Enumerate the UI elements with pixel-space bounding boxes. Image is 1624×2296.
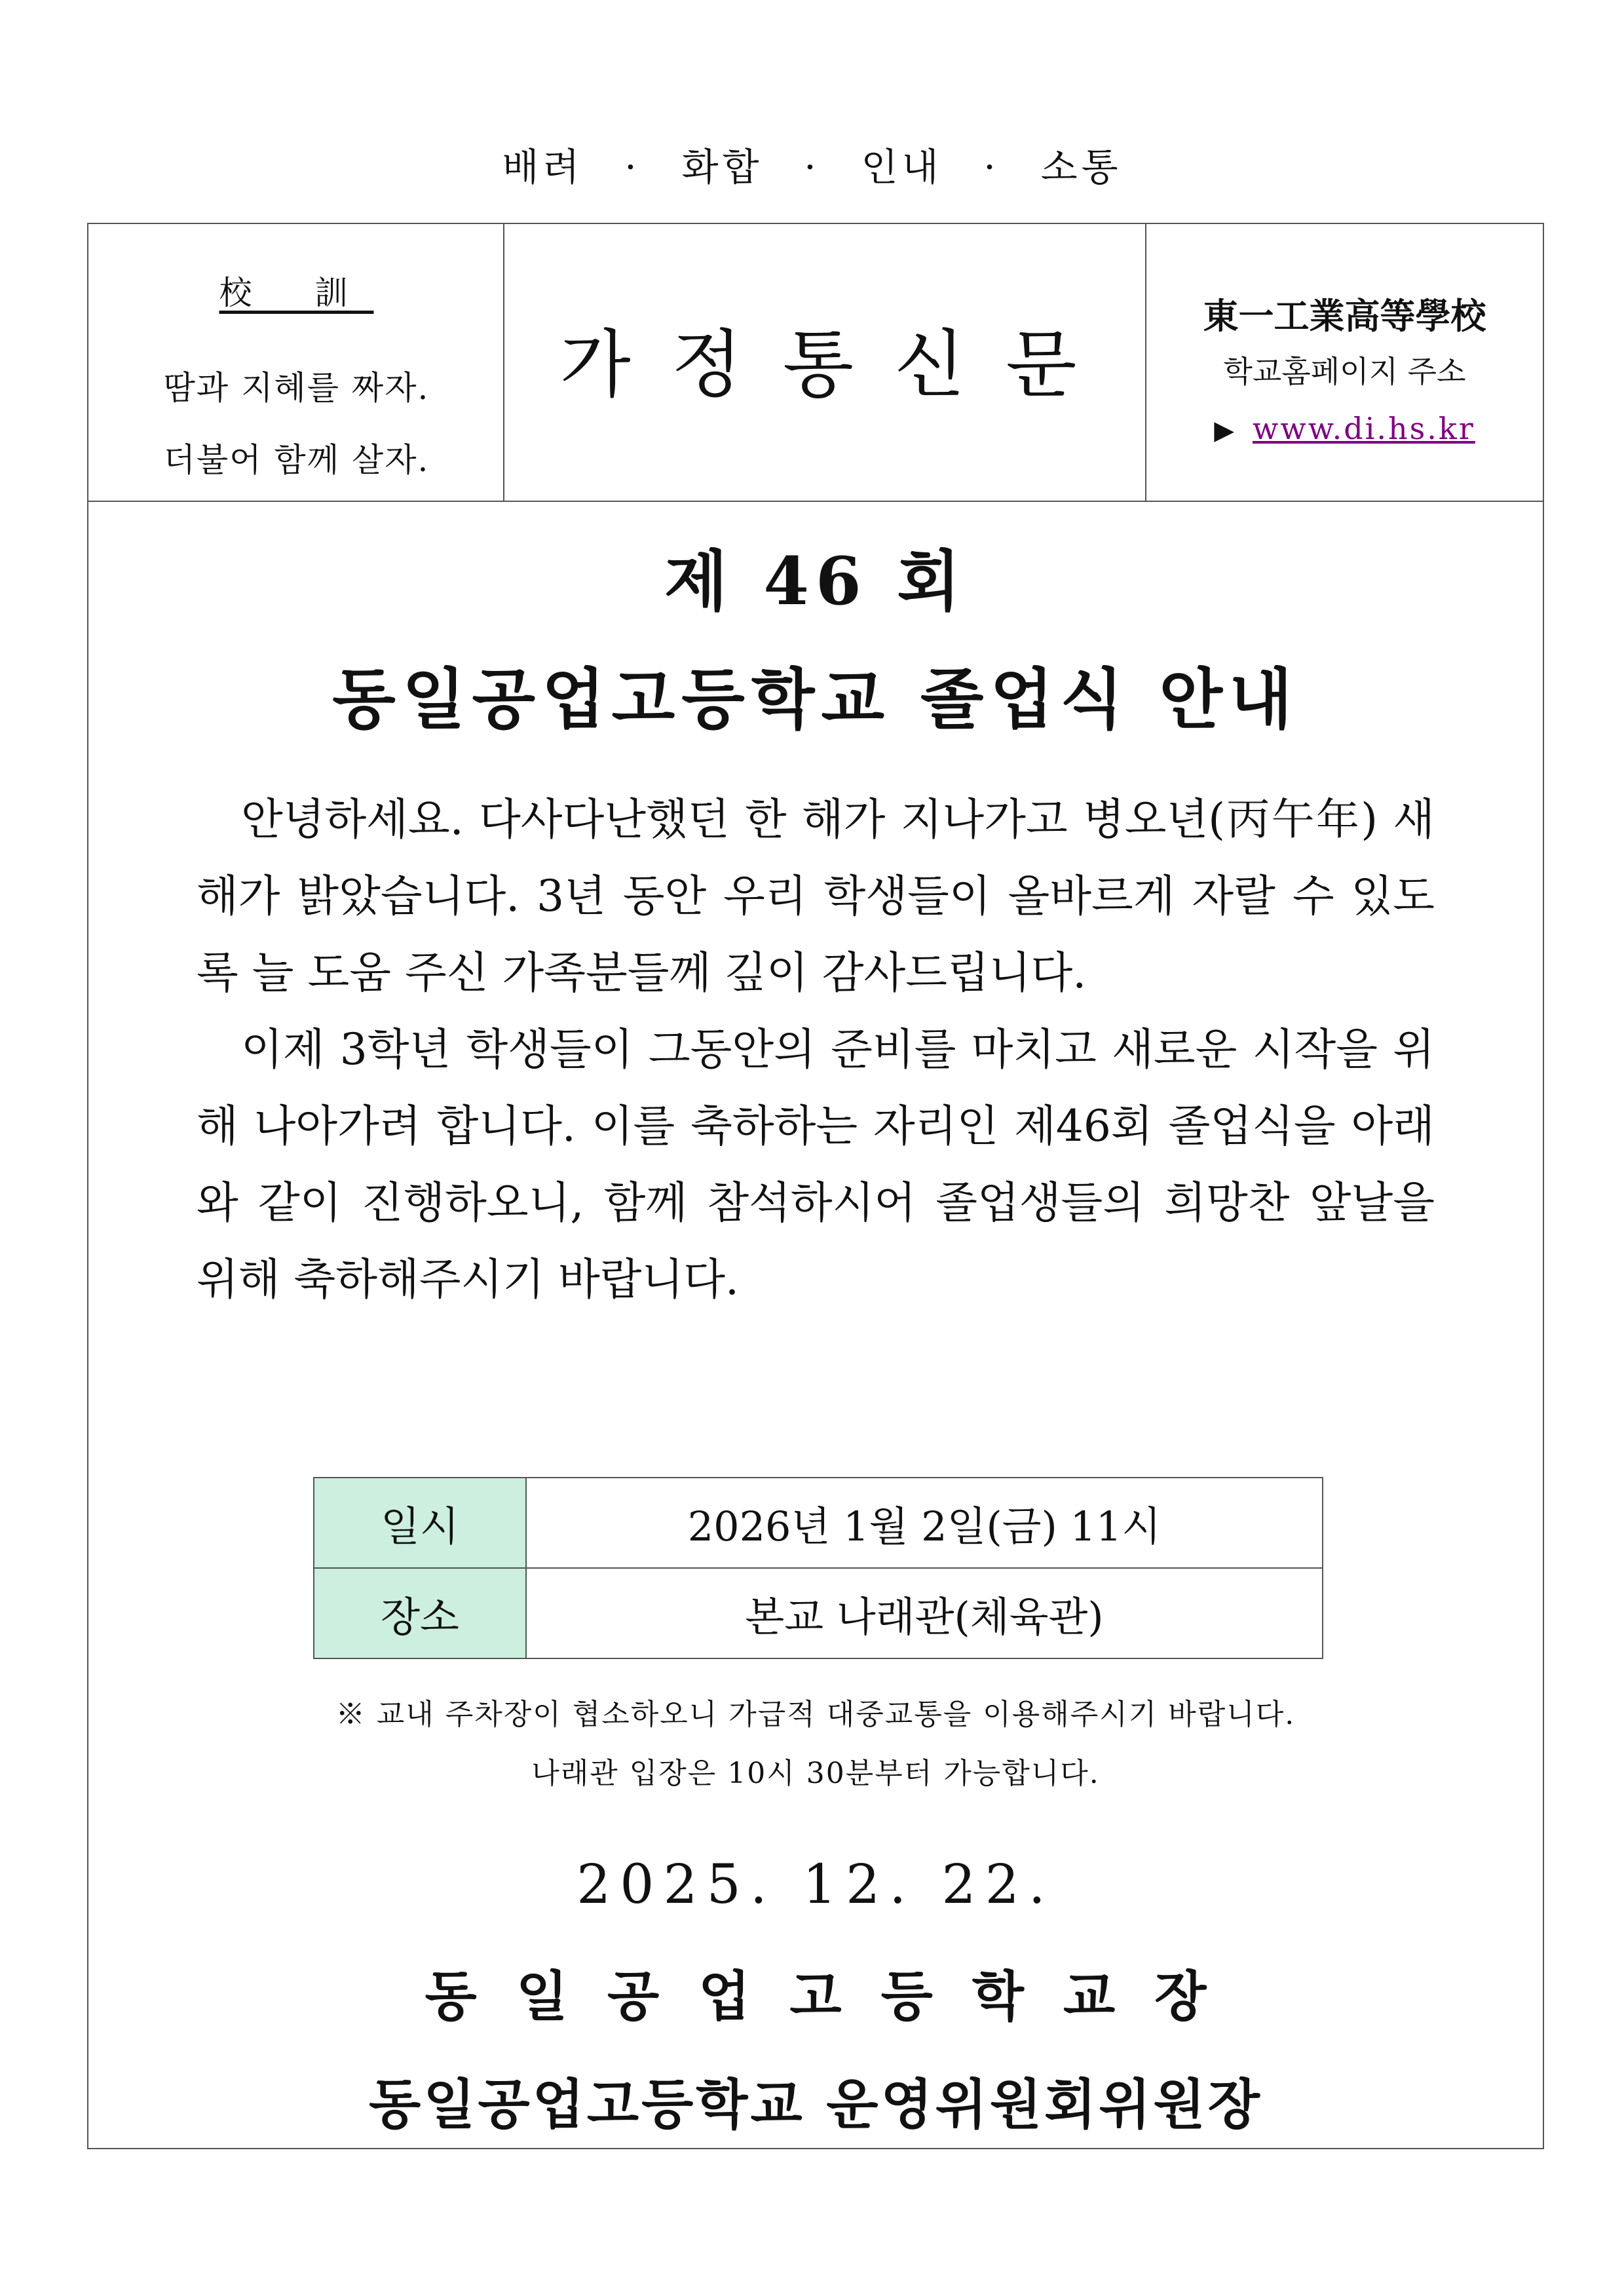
play-arrow-icon: ▶	[1214, 415, 1234, 446]
entry-time-note: 나래관 입장은 10시 30분부터 가능합니다.	[531, 1757, 1100, 1790]
notice-main-title: 동일공업고등학교 졸업식 안내	[332, 660, 1299, 738]
document-frame	[87, 223, 1544, 2149]
table-header-cell: 장소	[314, 1568, 526, 1658]
parking-note: ※ 교내 주차장이 협소하오니 가급적 대중교통을 이용해주시기 바랍니다.	[335, 1698, 1296, 1731]
school-motto-line: 더불어 함께 살자.	[163, 441, 430, 479]
motto-item: 소통	[1040, 145, 1122, 189]
paper-title: 가정통신문	[559, 322, 1118, 408]
school-motto-title: 校 訓	[219, 274, 374, 312]
homepage-label: 학교홈페이지 주소	[1223, 354, 1466, 389]
motto-item: 인내	[861, 145, 943, 189]
school-motto-cell	[88, 224, 504, 501]
school-motto-line: 땀과 지혜를 짜자.	[163, 369, 430, 407]
issue-date: 2025. 12. 22.	[576, 1854, 1055, 1916]
motto-separator: ·	[624, 145, 641, 189]
school-info-cell	[1146, 224, 1543, 501]
motto-separator: ·	[804, 145, 820, 189]
body-paragraph: 안녕하세요. 다사다난했던 한 해가 지나가고 병오년(丙午年) 새해가 밝았습니다. 3년 동안 우리 학생들이 올바르게 자랄 수 있도록 늘 도움 주신 가족분들께 깊이 감사드립니다.	[197, 794, 1435, 998]
letterhead	[88, 224, 1543, 502]
motto-bar	[0, 134, 1624, 200]
motto-separator: ·	[983, 145, 1000, 189]
notice-body	[197, 781, 1435, 1318]
table-value-cell: 본교 나래관(체육관)	[526, 1568, 1323, 1658]
table-row	[314, 1478, 1323, 1568]
school-name: 東一工業高等學校	[1203, 295, 1486, 337]
table-row	[314, 1568, 1323, 1658]
notice-number-title: 제 46 회	[664, 543, 967, 620]
body-paragraph: 이제 3학년 학생들이 그동안의 준비를 마치고 새로운 시작을 위해 나아가려 합니다. 이를 축하하는 자리인 제46회 졸업식을 아래와 같이 진행하오니, 함께 참석하시어 졸업생들의 희망찬 앞날을 위해 축하해주시기 바랍니다.	[197, 1024, 1435, 1305]
table-header-cell: 일시	[314, 1478, 526, 1568]
event-info-table	[313, 1477, 1323, 1659]
homepage-link[interactable]: www.di.hs.kr	[1252, 411, 1475, 446]
homepage-row	[1146, 409, 1543, 450]
motto-item: 화합	[681, 145, 763, 189]
table-value-cell: 2026년 1월 2일(금) 11시	[526, 1478, 1323, 1568]
title-cell	[504, 224, 1146, 501]
committee-signature: 동일공업고등학교 운영위원회위원장	[369, 2073, 1262, 2136]
motto-item: 배려	[502, 145, 584, 189]
principal-signature: 동일공업고등학교장	[425, 1965, 1246, 2028]
